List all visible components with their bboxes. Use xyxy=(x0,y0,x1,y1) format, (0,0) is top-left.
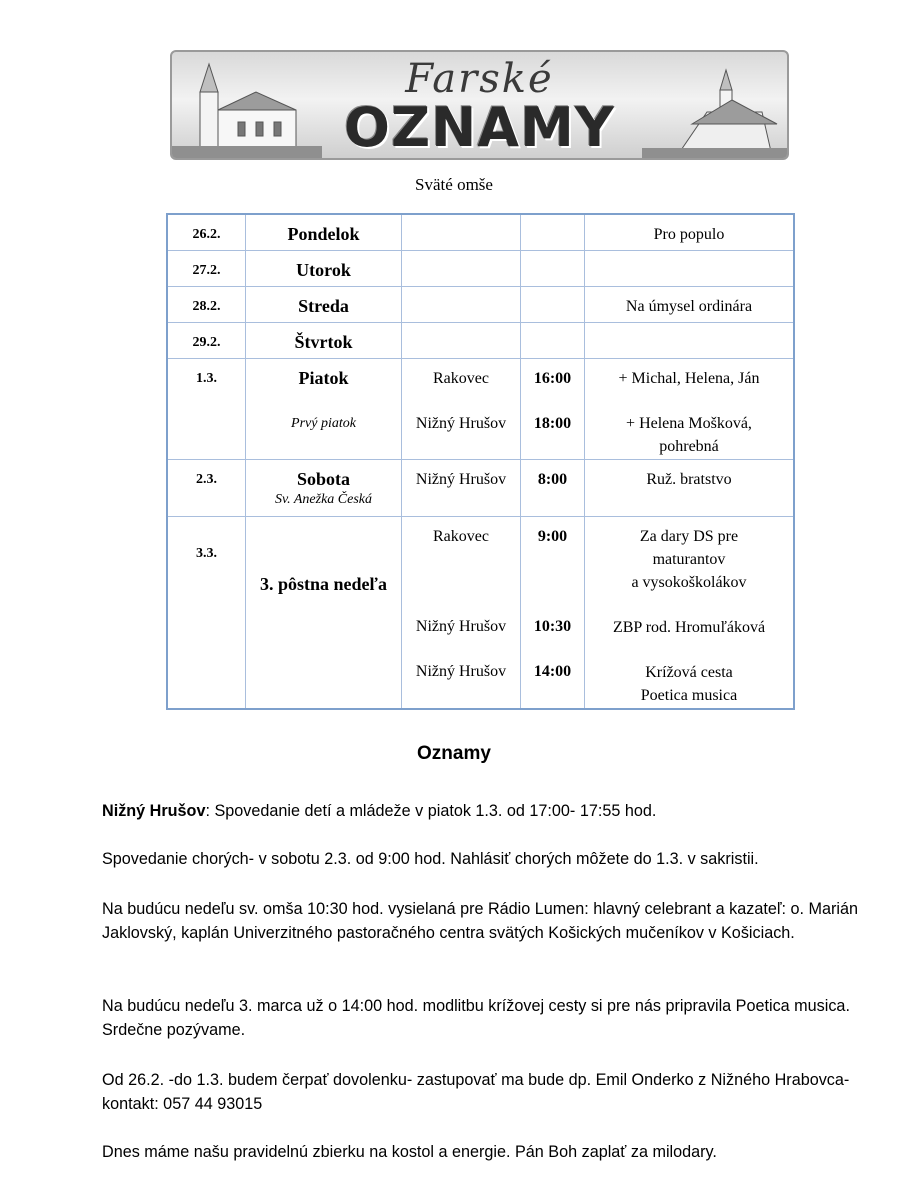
intention-cell: + Michal, Helena, Ján + Helena Mošková, pohrebná xyxy=(585,358,795,459)
date-cell: 29.2. xyxy=(167,322,246,358)
announcements-title: Oznamy xyxy=(417,743,491,764)
time-cell xyxy=(521,286,585,322)
table-row xyxy=(167,214,794,250)
intention-cell xyxy=(585,322,795,358)
date-cell: 27.2. xyxy=(167,250,246,286)
place-cell xyxy=(402,322,521,358)
announcement-paragraph: Dnes máme našu pravidelnú zbierku na kostol a energie. Pán Boh zaplať za milodary. xyxy=(102,1143,717,1161)
place-cell xyxy=(402,214,521,250)
announcement-bold-place: Nižný Hrušov xyxy=(102,802,206,820)
table-row xyxy=(167,516,794,709)
place-cell: Rakovec Nižný Hrušov xyxy=(402,358,521,459)
day-cell: Streda xyxy=(246,286,402,322)
place-cell: Rakovec Nižný Hrušov Nižný Hrušov xyxy=(402,516,521,709)
day-cell: Pondelok xyxy=(246,214,402,250)
time-cell xyxy=(521,214,585,250)
table-row xyxy=(167,250,794,286)
day-cell: Piatok Prvý piatok xyxy=(246,358,402,459)
intention-cell xyxy=(585,250,795,286)
table-row xyxy=(167,459,794,516)
time-cell: 8:00 xyxy=(521,459,585,516)
intention-cell: Ruž. bratstvo xyxy=(585,459,795,516)
schedule-subtitle: Sväté omše xyxy=(415,175,493,194)
banner-script-text: Farské xyxy=(405,56,554,102)
day-note: Sv. Anežka Česká xyxy=(274,491,373,507)
announcement-paragraph: Od 26.2. -do 1.3. budem čerpať dovolenku- zastupovať ma bude dp. Emil Onderko z Nižného Hrabovca- kontakt: 057 44 93015 xyxy=(102,1071,850,1113)
date-cell: 1.3. xyxy=(167,358,246,459)
day-cell: Sobota Sv. Anežka Česká xyxy=(246,459,402,516)
table-row xyxy=(167,322,794,358)
day-cell: 3. pôstna nedeľa xyxy=(246,516,402,709)
day-cell: Utorok xyxy=(246,250,402,286)
date-cell: 3.3. xyxy=(167,516,246,709)
day-note: Prvý piatok xyxy=(291,415,356,431)
day-cell: Štvrtok xyxy=(246,322,402,358)
date-cell: 26.2. xyxy=(167,214,246,250)
table-row xyxy=(167,286,794,322)
announcement-paragraph: Na budúcu nedeľu sv. omša 10:30 hod. vysielaná pre Rádio Lumen: hlavný celebrant a kazateľ: o. Marián Jaklovský, kaplán Univerzitného pastoračného centra svätých Košických mučeníkov v Košiciach. xyxy=(102,900,859,942)
time-cell xyxy=(521,322,585,358)
place-cell: Nižný Hrušov xyxy=(402,459,521,516)
place-cell xyxy=(402,286,521,322)
announcement-paragraph: Na budúcu nedeľu 3. marca už o 14:00 hod. modlitbu krížovej cesty si pre nás pripravila Poetica musica. Srdečne pozývame. xyxy=(102,997,850,1039)
time-cell: 16:00 18:00 xyxy=(521,358,585,459)
time-cell: 9:00 10:30 14:00 xyxy=(521,516,585,709)
banner-title-text: OZNAMY xyxy=(344,96,615,159)
place-cell xyxy=(402,250,521,286)
header-banner xyxy=(170,50,789,160)
table-row xyxy=(167,358,794,459)
announcement-paragraph xyxy=(102,799,872,823)
announcement-paragraph: Spovedanie chorých- v sobotu 2.3. od 9:00 hod. Nahlásiť chorých môžete do 1.3. v sakristii. xyxy=(102,850,759,868)
date-cell: 28.2. xyxy=(167,286,246,322)
time-cell xyxy=(521,250,585,286)
mass-schedule-table xyxy=(166,213,795,710)
date-cell: 2.3. xyxy=(167,459,246,516)
intention-cell: Na úmysel ordinára xyxy=(585,286,795,322)
intention-cell: Za dary DS pre maturantov a vysokoškolákov ZBP rod. Hromuľáková Krížová cesta Poetica musica xyxy=(585,516,795,709)
intention-cell: Pro populo xyxy=(585,214,795,250)
announcement-text: : Spovedanie detí a mládeže v piatok 1.3. od 17:00- 17:55 hod. xyxy=(205,802,657,820)
